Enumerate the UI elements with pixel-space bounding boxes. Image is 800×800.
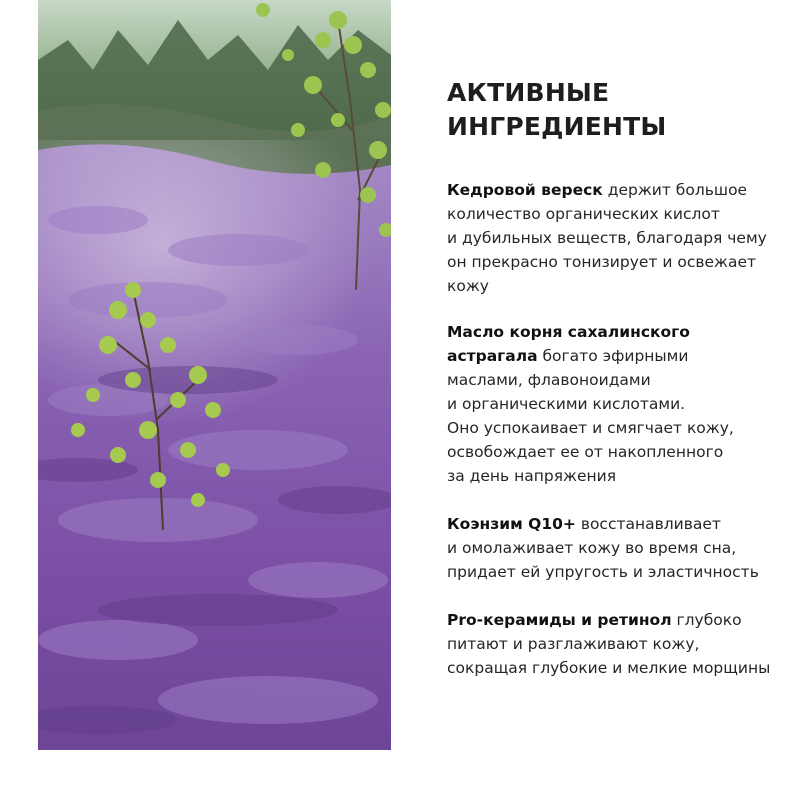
ingredient-name: Pro-керамиды и ретинол [447, 611, 672, 629]
ingredient-desc-line: и органическими кислотами. [447, 395, 686, 413]
page-title [447, 76, 792, 144]
ingredient-cedar-heather [447, 178, 767, 298]
ingredient-desc-line: кожу [447, 277, 489, 295]
ingredient-name: Масло корня сахалинского [447, 323, 690, 341]
ingredient-line [447, 512, 759, 536]
ingredient-desc-line: освобождает ее от накопленного [447, 443, 724, 461]
ingredient-desc-first: восстанавливает [575, 515, 721, 533]
ingredient-desc-line: количество органических кислот [447, 205, 720, 223]
ingredient-line [447, 608, 770, 632]
heather-photo-illustration [38, 0, 391, 750]
ingredient-ceramides-retinol [447, 608, 770, 680]
title-line-1: АКТИВНЫЕ [447, 78, 610, 107]
ingredient-name-line [447, 320, 734, 344]
ingredient-desc-line: за день напряжения [447, 467, 617, 485]
ingredient-desc-line: и омолаживает кожу во время сна, [447, 539, 737, 557]
ingredient-desc-first: держит большое [602, 181, 748, 199]
ingredient-desc-line: придает ей упругость и эластичность [447, 563, 759, 581]
ingredients-text-column [447, 76, 792, 677]
title-line-2: ИНГРЕДИЕНТЫ [447, 112, 667, 141]
ingredient-coenzyme-q10 [447, 512, 759, 584]
ingredient-desc-line: Оно успокаивает и смягчает кожу, [447, 419, 734, 437]
ingredient-line [447, 178, 767, 202]
ingredient-desc-line: и дубильных веществ, благодаря чему [447, 229, 767, 247]
ingredient-name: астрагала [447, 347, 538, 365]
ingredient-desc-line: он прекрасно тонизирует и освежает [447, 253, 757, 271]
ingredient-desc-first: богато эфирными [537, 347, 689, 365]
ingredient-desc-line: маслами, флавоноидами [447, 371, 651, 389]
ingredient-desc-line: сокращая глубокие и мелкие морщины [447, 659, 771, 677]
heather-field-photo [38, 0, 391, 750]
ingredient-name: Коэнзим Q10+ [447, 515, 576, 533]
ingredient-astragalus-oil [447, 320, 734, 488]
ingredient-line [447, 344, 734, 368]
ingredient-desc-first: глубоко [671, 611, 742, 629]
ingredient-name: Кедровой вереск [447, 181, 603, 199]
ingredient-desc-line: питают и разглаживают кожу, [447, 635, 700, 653]
